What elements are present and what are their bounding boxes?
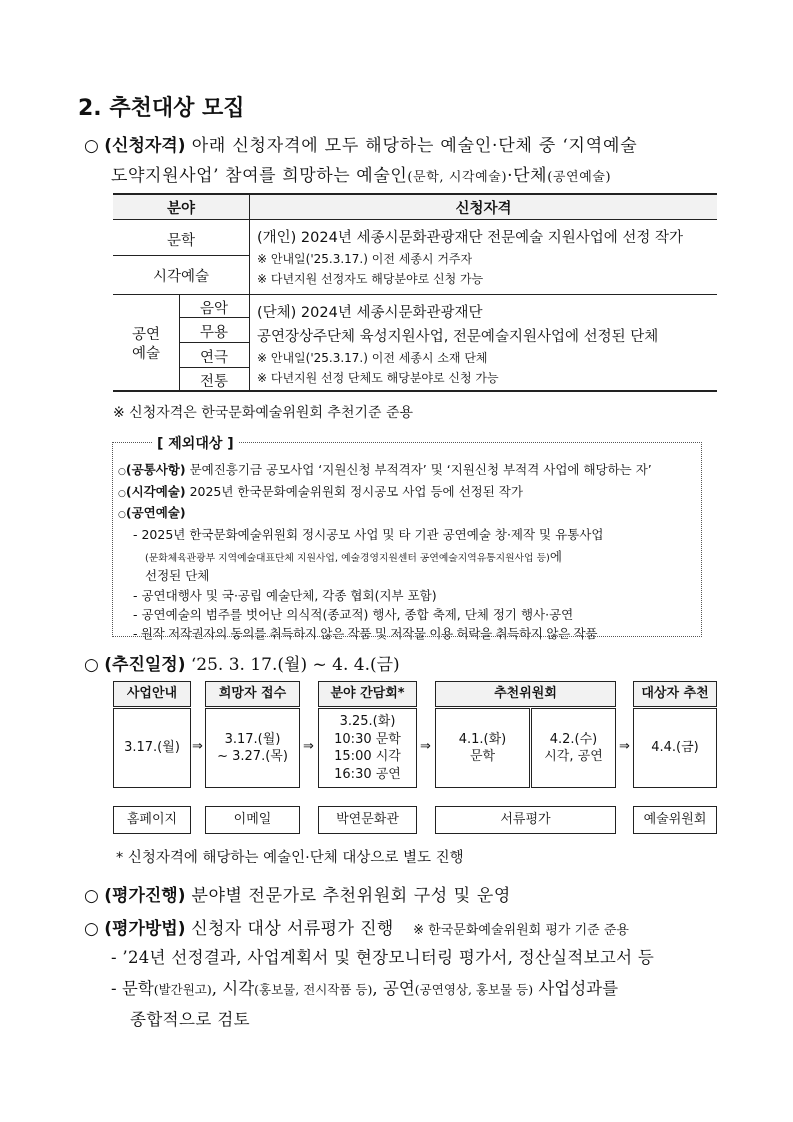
arrow-icon: ⇒: [192, 739, 203, 754]
qualification-text-1: 아래 신청자격에 모두 해당하는 예술인·단체 중 ‘지역예술: [185, 136, 638, 156]
step-committee-header: 추천위원회: [435, 681, 616, 707]
method-line-2: - 문학(발간원고), 시각(홍보물, 전시작품 등), 공연(공연영상, 홍보물 등) 사업성과를: [111, 979, 619, 998]
exclusion-performing: ○(공연예술): [118, 505, 186, 520]
step-announce-date: 3.17.(월): [113, 708, 191, 788]
step-announce-header: 사업안내: [113, 681, 191, 707]
row-literature: 문학: [166, 233, 195, 249]
qualification-text-2c: ·단체: [507, 166, 548, 186]
qualification-text-2b: (문학, 시각예술): [407, 170, 508, 185]
evaluation-bullet: ○ (평가진행) 분야별 전문가로 추천위원회 구성 및 운영: [84, 886, 511, 906]
schedule-footnote: * 신청자격에 해당하는 예술인·단체 대상으로 별도 진행: [116, 850, 464, 866]
group-qualification-2: 공연장상주단체 육성지원사업, 전문예술지원사업에 선정된 단체: [257, 329, 659, 345]
method-homepage: 홈페이지: [113, 806, 191, 834]
sub-music: 음악: [199, 301, 228, 317]
step-meeting-header: 분야 간담회*: [318, 681, 417, 707]
exclusion-title: [ 제외대상 ]: [153, 433, 238, 453]
exclusion-common: ○(공통사항) 문예진흥기금 공모사업 ‘지원신청 부적격자’ 및 ‘지원신청 부적격 사업에 해당하는 자’: [118, 462, 652, 477]
schedule-bullet: ○ (추진일정) ‘25. 3. 17.(월) ~ 4. 4.(금): [84, 655, 400, 675]
sub-traditional: 전통: [199, 374, 228, 390]
exclusion-item-4: - 원작 저작권자의 동의를 취득하지 않은 작품 및 저작물 이용 허락을 취득하지 않은 작품: [133, 626, 598, 641]
row-performing-b: 예술: [131, 346, 160, 362]
arrow-icon: ⇒: [420, 739, 431, 754]
method-note: ※ 한국문화예술위원회 평가 기준 준용: [413, 923, 629, 938]
qualification-label: (신청자격): [104, 136, 186, 156]
exclusion-item-3: - 공연예술의 범주를 벗어난 의식적(종교적) 행사, 종합 축제, 단체 정기 행사·공연: [133, 607, 574, 622]
evaluation-label: (평가진행): [104, 886, 186, 906]
individual-note-1: ※ 안내일('25.3.17.) 이전 세종시 거주자: [257, 252, 473, 266]
exclusion-item-1-cont: 선정된 단체: [145, 568, 210, 583]
method-text: 신청자 대상 서류평가 진행: [185, 919, 394, 939]
method-council: 예술위원회: [633, 806, 717, 834]
qualification-text-2a: 도약지원사업’ 참여를 희망하는 예술인: [111, 166, 408, 186]
method-bullet: ○ (평가방법) 신청자 대상 서류평가 진행 ※ 한국문화예술위원회 평가 기준 준용: [84, 919, 629, 939]
sub-theater: 연극: [199, 350, 228, 366]
method-line-3: 종합적으로 검토: [130, 1010, 251, 1029]
group-note-2: ※ 다년지원 선정 단체도 해당분야로 신청 가능: [257, 371, 499, 385]
exclusion-visual: ○(시각예술) 2025년 한국문화예술위원회 정시공모 사업 등에 선정된 작가: [118, 484, 523, 499]
step-apply-header: 희망자 접수: [205, 681, 300, 707]
qualification-text-2d: (공연예술): [547, 170, 612, 185]
arrow-icon: ⇒: [619, 739, 630, 754]
bullet-mark: ○: [84, 136, 99, 156]
group-note-1: ※ 안내일('25.3.17.) 이전 세종시 소재 단체: [257, 351, 488, 365]
row-performing-a: 공연: [131, 327, 160, 343]
header-field: 분야: [166, 201, 195, 217]
method-line-1: - ’24년 선정결과, 사업계획서 및 현장모니터링 평가서, 정산실적보고서 등: [111, 948, 655, 967]
section-heading: 2. 추천대상 모집: [78, 96, 245, 121]
individual-qualification: (개인) 2024년 세종시문화관광재단 전문예술 지원사업에 선정 작가: [257, 230, 684, 246]
qualification-line-2: [111, 161, 611, 186]
schedule-label: (추진일정): [104, 655, 186, 675]
sub-dance: 무용: [199, 325, 228, 341]
table-note: ※ 신청자격은 한국문화예술위원회 추천기준 준용: [113, 405, 414, 421]
method-review: 서류평가: [435, 806, 616, 834]
arrow-icon: ⇒: [303, 739, 314, 754]
step-meeting-date: 3.25.(화) 10:30 문학 15:00 시각 16:30 공연: [318, 708, 417, 788]
step-final-date: 4.4.(금): [633, 708, 717, 788]
header-qualification: 신청자격: [455, 201, 512, 217]
evaluation-text: 분야별 전문가로 추천위원회 구성 및 운영: [185, 886, 511, 906]
step-apply-date: 3.17.(월) ~ 3.27.(목): [205, 708, 300, 788]
schedule-dates: ‘25. 3. 17.(월) ~ 4. 4.(금): [185, 655, 400, 675]
qualification-bullet: [84, 131, 637, 156]
method-email: 이메일: [205, 806, 300, 834]
group-qualification-1: (단체) 2024년 세종시문화관광재단: [257, 305, 483, 321]
exclusion-item-1: - 2025년 한국문화예술위원회 정시공모 사업 및 타 기관 공연예술 창·제작 및 유통사업: [133, 527, 604, 542]
step-committee-day-1: 4.1.(화) 문학: [435, 708, 530, 788]
row-visual-art: 시각예술: [152, 269, 210, 285]
method-venue: 박연문화관: [318, 806, 417, 834]
step-final-header: 대상자 추천: [633, 681, 717, 707]
exclusion-item-1-detail: (문화체육관광부 지역예술대표단체 지원사업, 예술경영지원센터 공연예술지역유통지원사업 등)에: [145, 549, 562, 564]
eligibility-table: [113, 193, 717, 392]
individual-note-2: ※ 다년지원 선정자도 해당분야로 신청 가능: [257, 272, 484, 286]
step-committee-day-2: 4.2.(수) 시각, 공연: [531, 708, 616, 788]
exclusion-item-2: - 공연대행사 및 국·공립 예술단체, 각종 협회(지부 포함): [133, 588, 437, 603]
method-label: (평가방법): [104, 919, 186, 939]
exclusion-box: [112, 436, 702, 641]
